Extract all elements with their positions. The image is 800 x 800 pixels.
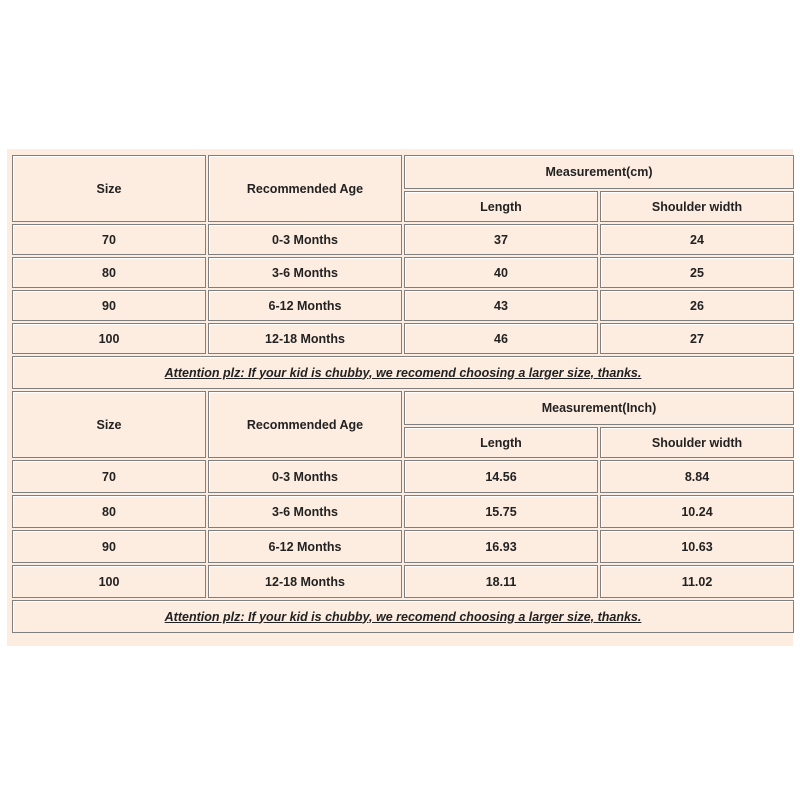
age-cell: 3-6 Months: [208, 257, 402, 288]
size-cell: 100: [12, 565, 206, 598]
measurement-header: Measurement(cm): [404, 155, 794, 189]
age-cell: 6-12 Months: [208, 530, 402, 563]
shoulder-cell: 10.63: [600, 530, 794, 563]
shoulder-cell: 11.02: [600, 565, 794, 598]
age-header: Recommended Age: [208, 391, 402, 458]
age-header: Recommended Age: [208, 155, 402, 222]
inch-header-row: [12, 391, 794, 425]
shoulder-cell: 27: [600, 323, 794, 354]
size-cell: 80: [12, 257, 206, 288]
length-cell: 18.11: [404, 565, 598, 598]
cm-header-row: [12, 155, 794, 189]
table-row: [12, 530, 794, 563]
shoulder-header: Shoulder width: [600, 191, 794, 222]
length-cell: 46: [404, 323, 598, 354]
table-row: [12, 257, 794, 288]
note-row: [12, 356, 794, 389]
age-cell: 0-3 Months: [208, 460, 402, 493]
table-row: [12, 224, 794, 255]
size-cell: 70: [12, 224, 206, 255]
chubby-note: Attention plz: If your kid is chubby, we recomend choosing a larger size, thanks.: [12, 600, 794, 633]
note-row: [12, 600, 794, 633]
shoulder-cell: 10.24: [600, 495, 794, 528]
length-cell: 14.56: [404, 460, 598, 493]
age-cell: 12-18 Months: [208, 565, 402, 598]
size-chart-table: [10, 153, 796, 635]
table-row: [12, 565, 794, 598]
length-cell: 37: [404, 224, 598, 255]
size-header: Size: [12, 391, 206, 458]
measurement-header: Measurement(Inch): [404, 391, 794, 425]
age-cell: 6-12 Months: [208, 290, 402, 321]
shoulder-cell: 25: [600, 257, 794, 288]
age-cell: 0-3 Months: [208, 224, 402, 255]
size-chart: [7, 149, 793, 646]
shoulder-header: Shoulder width: [600, 427, 794, 458]
size-cell: 90: [12, 530, 206, 563]
chubby-note: Attention plz: If your kid is chubby, we recomend choosing a larger size, thanks.: [12, 356, 794, 389]
age-cell: 3-6 Months: [208, 495, 402, 528]
table-row: [12, 495, 794, 528]
age-cell: 12-18 Months: [208, 323, 402, 354]
shoulder-cell: 26: [600, 290, 794, 321]
length-cell: 40: [404, 257, 598, 288]
shoulder-cell: 8.84: [600, 460, 794, 493]
size-cell: 90: [12, 290, 206, 321]
length-cell: 43: [404, 290, 598, 321]
shoulder-cell: 24: [600, 224, 794, 255]
size-cell: 80: [12, 495, 206, 528]
table-row: [12, 323, 794, 354]
size-cell: 70: [12, 460, 206, 493]
table-row: [12, 460, 794, 493]
length-cell: 16.93: [404, 530, 598, 563]
length-header: Length: [404, 191, 598, 222]
table-row: [12, 290, 794, 321]
size-cell: 100: [12, 323, 206, 354]
length-cell: 15.75: [404, 495, 598, 528]
length-header: Length: [404, 427, 598, 458]
size-header: Size: [12, 155, 206, 222]
